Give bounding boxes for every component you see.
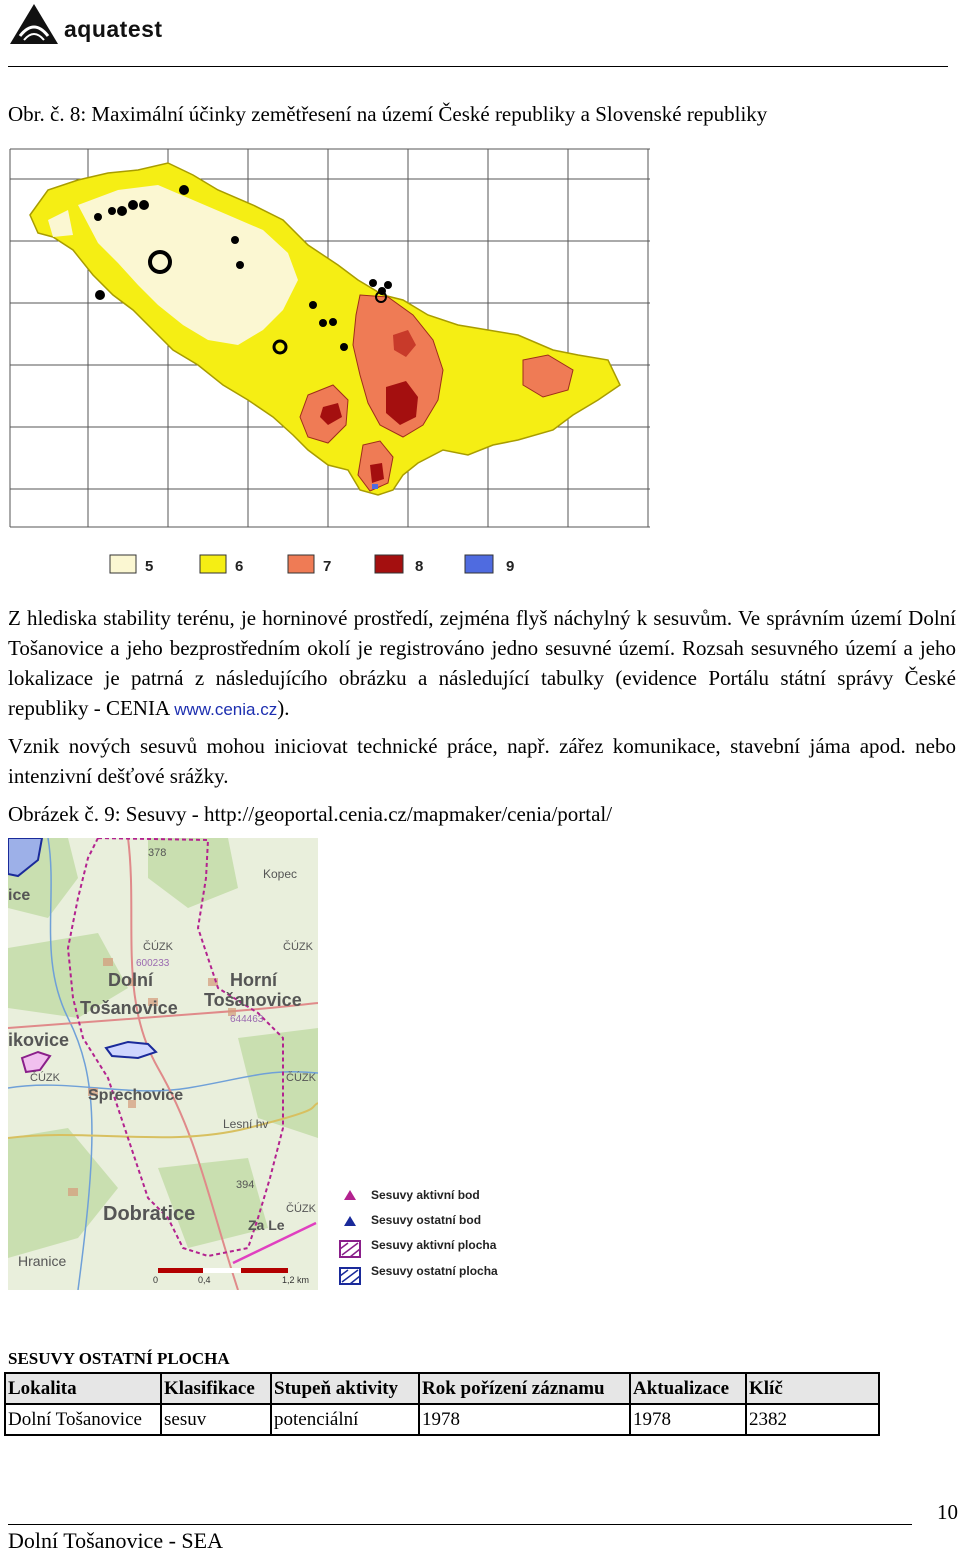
label-dolni: Dolní xyxy=(108,970,153,990)
legend8-label-6: 6 xyxy=(235,558,244,575)
scale-0: 0 xyxy=(153,1275,159,1285)
label-cuzk1: ČÚZK xyxy=(143,941,173,953)
label-644463: 644463 xyxy=(230,1014,264,1025)
label-394: 394 xyxy=(236,1179,255,1191)
cell-lokalita: Dolní Tošanovice xyxy=(5,1404,161,1435)
paragraph-stability-text: Z hlediska stability terénu, je horninové prostředí, zejména flyš náchylný k sesuvům. Ve správním území Dolní Tošanovice a jeho bezprostředním okolí je registrováno jedno sesuvné území. Rozsah sesuvného území a jeho lokalizace je patrná z následujícího obrázku a následující tabulky (evidence Portálu státní správy České republiky - CENIA xyxy=(8,606,956,720)
th-klic: Klíč xyxy=(746,1373,879,1404)
label-horni: Horní xyxy=(230,970,277,990)
active-point-icon xyxy=(344,1190,356,1200)
scale-12: 1,2 km xyxy=(282,1275,310,1285)
legend-symbols xyxy=(339,1188,361,1288)
label-cuzk5: ČÚZK xyxy=(286,1203,316,1215)
header-rule xyxy=(8,66,948,67)
page-number: 10 xyxy=(937,1500,958,1524)
legend8-label-8: 8 xyxy=(415,558,424,575)
label-cuzk2: ČÚZK xyxy=(283,941,313,953)
legend8-swatch-5 xyxy=(110,555,136,573)
legend-active-point: Sesuvy aktivní bod xyxy=(371,1188,480,1202)
legend8-label-7: 7 xyxy=(323,558,332,575)
earthquake-map xyxy=(8,145,652,579)
cell-stupen-aktivity: potenciální xyxy=(271,1404,419,1435)
th-rok-porizeni: Rok pořízení záznamu xyxy=(419,1373,630,1404)
legend8-swatch-8 xyxy=(375,555,403,573)
label-hranice: Hranice xyxy=(18,1253,67,1269)
label-tosanovice2: Tošanovice xyxy=(204,990,302,1010)
label-tosanovice1: Tošanovice xyxy=(80,998,178,1018)
label-lesni: Lesní hv xyxy=(223,1117,269,1131)
label-dobratice: Dobratice xyxy=(103,1203,196,1225)
legend8-label-5: 5 xyxy=(145,558,154,575)
th-klasifikace: Klasifikace xyxy=(161,1373,271,1404)
figure9-caption: Obrázek č. 9: Sesuvy - http://geoportal.cenia.cz/mapmaker/cenia/portal/ xyxy=(8,802,613,826)
label-378: 378 xyxy=(148,847,167,859)
cell-klic: 2382 xyxy=(746,1404,879,1435)
logo-triangle-icon xyxy=(6,2,62,46)
label-zales: Za Le xyxy=(248,1217,285,1233)
th-aktualizace: Aktualizace xyxy=(630,1373,746,1404)
th-lokalita: Lokalita xyxy=(5,1373,161,1404)
cenia-link[interactable]: www.cenia.cz xyxy=(174,700,278,719)
aquatest-logo xyxy=(6,2,216,46)
legend8-swatch-9 xyxy=(465,555,493,573)
label-sprechovice: Sprechovice xyxy=(88,1087,184,1104)
other-point-icon xyxy=(344,1216,356,1226)
paragraph-stability xyxy=(8,603,956,725)
paragraph-new-landslides: Vznik nových sesuvů mohou iniciovat technické práce, např. zářez komunikace, stavební jáma apod. nebo intenzivní dešťové srážky. xyxy=(8,734,956,788)
landslide-map xyxy=(8,838,318,1290)
label-ikovice: ikovice xyxy=(8,1030,70,1050)
legend8-swatch-6 xyxy=(200,555,226,573)
legend8-label-9: 9 xyxy=(506,558,515,575)
label-600233: 600233 xyxy=(136,958,170,969)
footer-text: Dolní Tošanovice - SEA xyxy=(8,1528,223,1553)
table-title: SESUVY OSTATNÍ PLOCHA xyxy=(8,1349,230,1368)
footer-rule xyxy=(8,1524,912,1525)
label-ice: ice xyxy=(8,887,31,904)
paragraph-stability-end: ). xyxy=(277,696,290,720)
scale-04: 0,4 xyxy=(198,1275,211,1285)
landslide-legend xyxy=(333,1180,543,1290)
legend8-swatch-7 xyxy=(288,555,314,573)
cell-klasifikace: sesuv xyxy=(161,1404,271,1435)
logo-text: aquatest xyxy=(64,16,163,42)
table-header-row xyxy=(5,1373,879,1404)
label-cuzk4: ČÚZK xyxy=(286,1072,316,1084)
table-row xyxy=(5,1404,879,1435)
th-stupen-aktivity: Stupeň aktivity xyxy=(271,1373,419,1404)
legend-other-point: Sesuvy ostatní bod xyxy=(371,1213,482,1227)
label-kopec: Kopec xyxy=(263,867,298,881)
landslide-table xyxy=(4,1372,880,1436)
figure8-caption: Obr. č. 8: Maximální účinky zemětřesení na území České republiky a Slovenské republiky xyxy=(8,102,768,126)
cell-aktualizace: 1978 xyxy=(630,1404,746,1435)
label-cuzk3: ČÚZK xyxy=(30,1072,60,1084)
cell-rok-porizeni: 1978 xyxy=(419,1404,630,1435)
legend-other-area: Sesuvy ostatní plocha xyxy=(371,1264,498,1278)
legend-active-area: Sesuvy aktivní plocha xyxy=(371,1238,497,1252)
